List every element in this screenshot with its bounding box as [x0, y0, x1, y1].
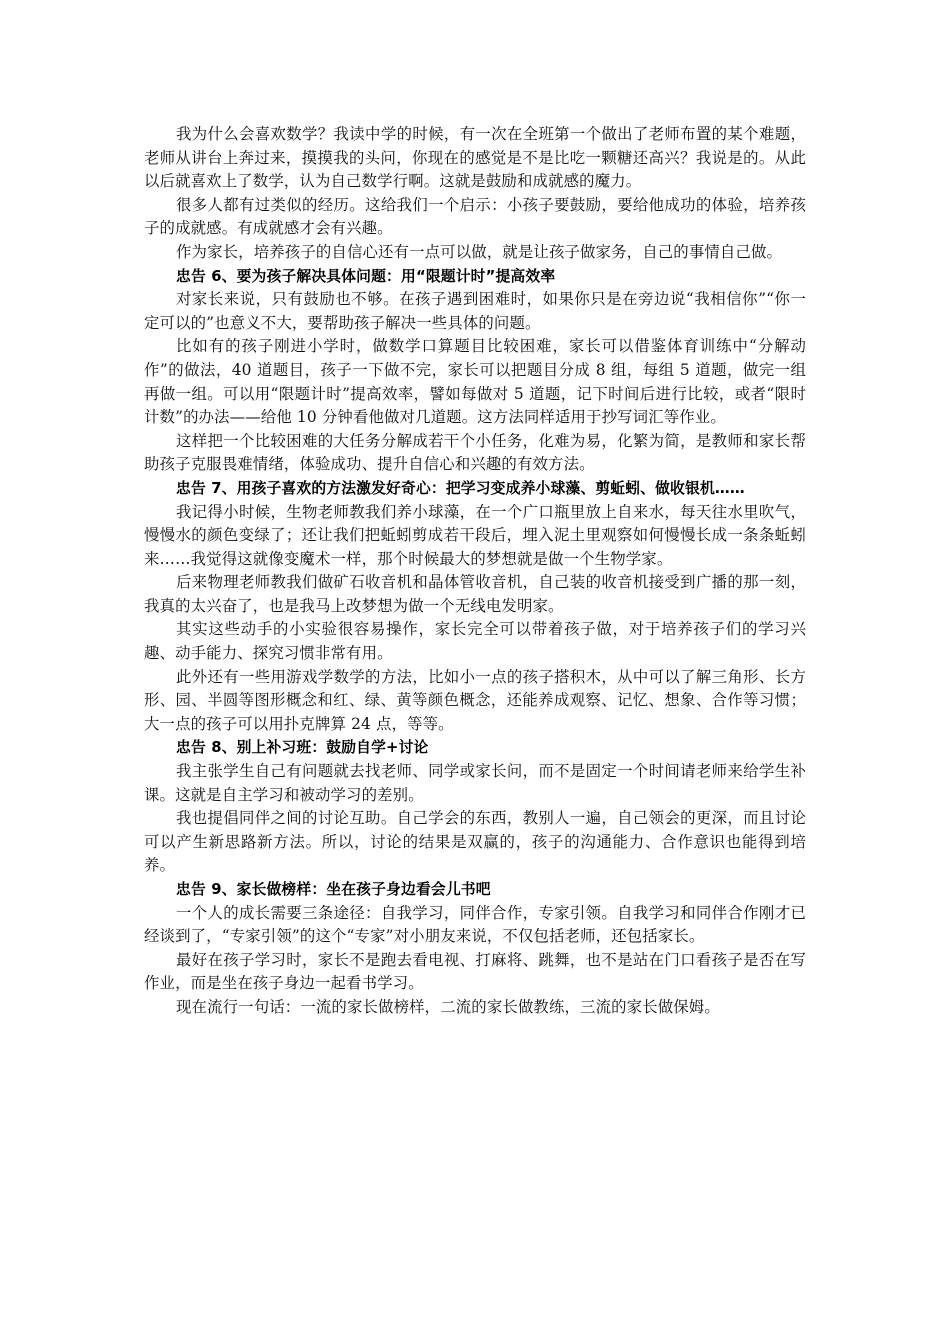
paragraph: 对家长来说，只有鼓励也不够。在孩子遇到困难时，如果你只是在旁边说“我相信你”“你一定可以的”也意义不大，要帮助孩子解决一些具体的问题。	[144, 290, 806, 332]
paragraph: 作为家长，培养孩子的自信心还有一点可以做，就是让孩子做家务，自己的事情自己做。	[176, 242, 783, 261]
paragraph: 一个人的成长需要三条途径：自我学习，同伴合作，专家引领。自我学习和同伴合作刚才已经谈到了，“专家引领”的这个“专家”对小朋友来说，不仅包括老师，还包括家长。	[144, 903, 806, 946]
paragraph: 这样把一个比较困难的大任务分解成若干个小任务，化难为易，化繁为简，是教师和家长帮助孩子克服畏难情绪，体验成功、提升自信心和兴趣的有效方法。	[144, 431, 806, 474]
paragraph: 后来物理老师教我们做矿石收音机和晶体管收音机，自己装的收音机接受到广播的那一刻，我真的太兴奋了，也是我马上改梦想为做一个无线电发明家。	[144, 573, 806, 615]
document-body	[144, 123, 806, 1020]
paragraph: 很多人都有过类似的经历。这给我们一个启示：小孩子要鼓励，要给他成功的体验，培养孩子的成就感。有成就感才会有兴趣。	[144, 195, 806, 238]
paragraph: 现在流行一句话：一流的家长做榜样，二流的家长做教练，三流的家长做保姆。	[176, 997, 720, 1016]
paragraph: 最好在孩子学习时，家长不是跑去看电视、打麻将、跳舞，也不是站在门口看孩子是否在写作业，而是坐在孩子身边一起看书学习。	[144, 950, 806, 993]
paragraph: 比如有的孩子刚进小学时，做数学口算题目比较困难，家长可以借鉴体育训练中“分解动作”的做法，40 道题目，孩子一下做不完，家长可以把题目分成 8 组，每组 5 道题，做完一组再做一组。可以用“限题计时”提高效率，譬如每做对 5 道题，记下时间后进行比较，或者“限时计数”的办法——给他 10 分钟看他做对几道题。这方法同样适用于抄写词汇等作业。	[144, 337, 806, 427]
paragraph: 我为什么会喜欢数学？我读中学的时候，有一次在全班第一个做出了老师布置的某个难题，老师从讲台上奔过来，摸摸我的头问，你现在的感觉是不是比吃一颗糖还高兴？我说是的。从此以后就喜欢上了数学，认为自己数学行啊。这就是鼓励和成就感的魔力。	[144, 125, 806, 191]
paragraph: 我主张学生自己有问题就去找老师、同学或家长问，而不是固定一个时间请老师来给学生补课。这就是自主学习和被动学习的差别。	[144, 762, 806, 804]
section-heading: 忠告 9、家长做榜样：坐在孩子身边看会儿书吧	[176, 881, 491, 898]
paragraph: 其实这些动手的小实验很容易操作，家长完全可以带着孩子做，对于培养孩子们的学习兴趣、动手能力、探究习惯非常有用。	[144, 620, 806, 663]
paragraph: 此外还有一些用游戏学数学的方法，比如小一点的孩子搭积木，从中可以了解三角形、长方形、园、半圆等图形概念和红、绿、黄等颜色概念，还能养成观察、记忆、想象、合作等习惯；大一点的孩子可以用扑克牌算 24 点，等等。	[144, 667, 806, 733]
section-heading: 忠告 8、别上补习班：鼓励自学+讨论	[176, 739, 429, 757]
paragraph: 我记得小时候，生物老师教我们养小球藻，在一个广口瓶里放上自来水，每天往水里吹气，慢慢水的颜色变绿了；还让我们把蚯蚓剪成若干段后，埋入泥土里观察如何慢慢长成一条条蚯蚓来……我觉得这就像变魔术一样，那个时候最大的梦想就是做一个生物学家。	[144, 502, 806, 568]
paragraph: 我也提倡同伴之间的讨论互助。自己学会的东西，教别人一遍，自己领会的更深，而且讨论可以产生新思路新方法。所以，讨论的结果是双赢的，孩子的沟通能力、合作意识也能得到培养。	[144, 809, 806, 875]
section-heading: 忠告 7、用孩子喜欢的方法激发好奇心：把学习变成养小球藻、剪蚯蚓、做收银机……	[176, 479, 745, 497]
section-heading: 忠告 6、要为孩子解决具体问题：用“限题计时”提高效率	[176, 267, 556, 285]
